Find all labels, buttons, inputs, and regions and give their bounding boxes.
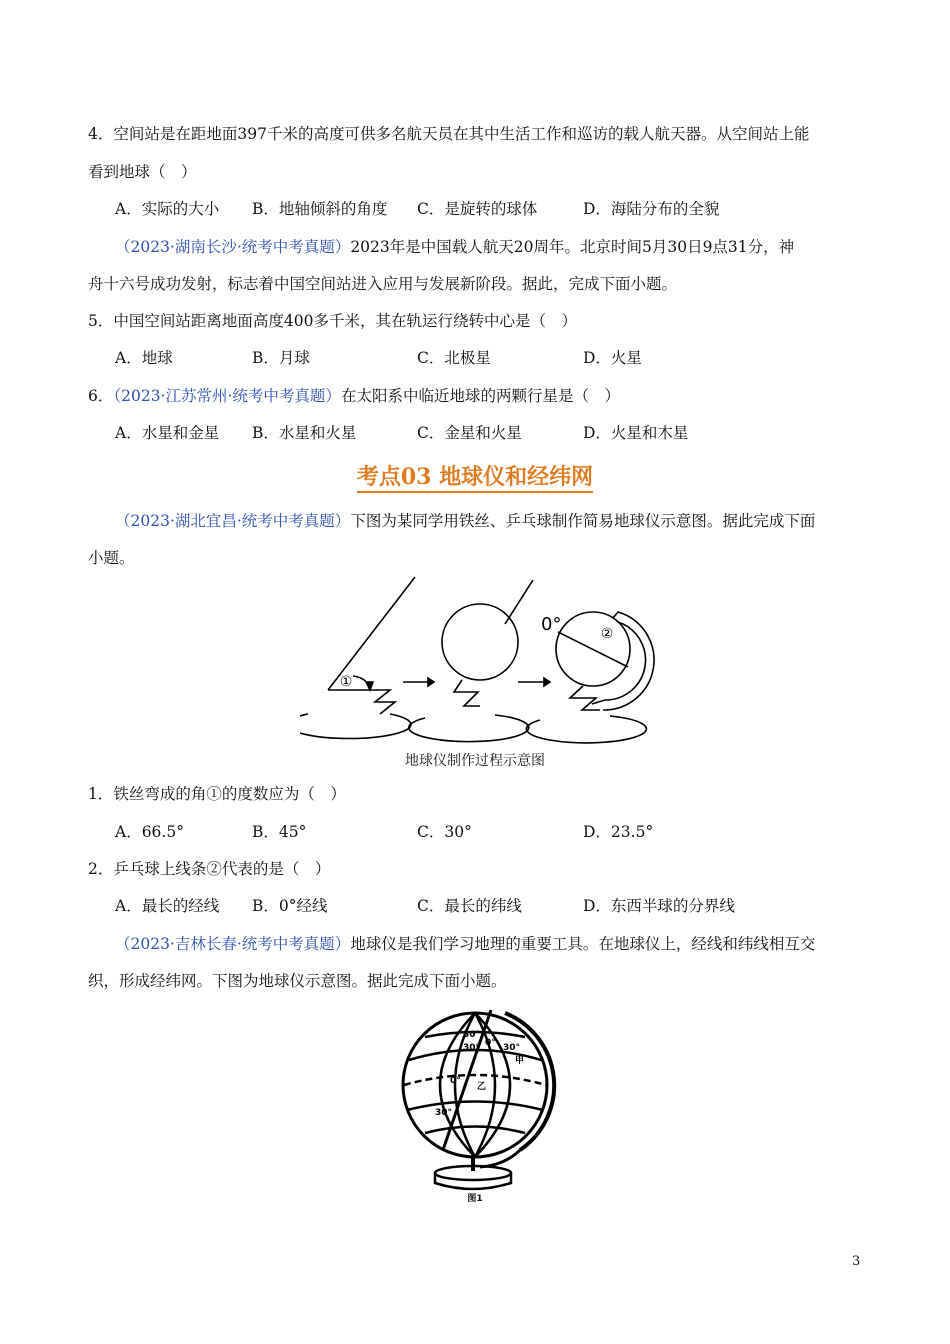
q1-option-b: B．45° (252, 823, 307, 841)
angle-arrow-icon (366, 682, 373, 690)
globe-diagram (395, 1005, 560, 1193)
q4-option-b: B．地轴倾斜的角度 (252, 200, 388, 218)
intro3-text1: 地球仪是我们学习地理的重要工具。在地球仪上，经线和纬线相互交 (350, 935, 816, 953)
q4-stem-line2: 看到地球（ ） (88, 163, 197, 181)
q1-options (115, 820, 815, 842)
globe-label-yi: 乙 (477, 1082, 487, 1092)
q5-stem: 5．中国空间站距离地面高度400多千米，其在轨运行绕转中心是（ ） (88, 312, 577, 330)
globe-label-0-top: 0° (485, 1038, 496, 1048)
base-disc-1 (300, 714, 411, 739)
q4-option-a: A．实际的大小 (115, 200, 220, 218)
q5-option-c: C．北极星 (417, 349, 491, 367)
q6-options (115, 421, 815, 443)
q1-option-a: A．66.5° (115, 823, 184, 841)
q2-option-a: A．最长的经线 (115, 897, 220, 915)
intro2-source: （2023·湖北宜昌·统考中考真题） (115, 512, 351, 530)
intro2-line2: 小题。 (88, 549, 135, 567)
q6-source: （2023·江苏常州·统考中考真题） (113, 387, 341, 405)
globe-label-30-north: 30° (463, 1030, 481, 1040)
section-heading-text: 考点03 地球仪和经纬网 (357, 464, 593, 493)
figure1-caption: 地球仪制作过程示意图 (405, 753, 545, 769)
intro3-line1 (115, 932, 815, 954)
q6-prefix: 6． (88, 387, 114, 405)
q4-stem-line1: 4．空间站是在距地面397千米的高度可供多名航天员在其中生活工作和巡访的载人航天器。从空间站上能 (88, 125, 810, 143)
wire-zigzag-1 (328, 690, 395, 714)
q5-option-d: D．火星 (583, 349, 642, 367)
q6-option-b: B．水星和火星 (252, 424, 357, 442)
q1-option-d: D．23.5° (583, 823, 654, 841)
globe-making-diagram (300, 572, 660, 744)
wire-zigzag-3 (570, 686, 600, 710)
q5-options (115, 346, 815, 368)
q2-options (115, 894, 815, 916)
q2-option-d: D．东西半球的分界线 (583, 897, 735, 915)
figure2-caption: 图1 (467, 1194, 483, 1204)
intro3-source: （2023·吉林长春·统考中考真题） (115, 935, 351, 953)
q6-option-a: A．水星和金星 (115, 424, 220, 442)
q5-option-b: B．月球 (252, 349, 310, 367)
arrow-right-icon (428, 678, 434, 686)
intro1-source: （2023·湖南长沙·统考中考真题） (115, 238, 351, 256)
base-disc-3 (526, 716, 646, 743)
q6-option-c: C．金星和火星 (417, 424, 522, 442)
ball-2 (442, 604, 518, 680)
equator-line (558, 632, 628, 667)
zero-degree-label: 0° (541, 614, 562, 635)
q6-option-d: D．火星和木星 (583, 424, 689, 442)
intro3-line2: 织，形成经纬网。下图为地球仪示意图。据此完成下面小题。 (88, 972, 507, 990)
intro1-text1: 2023年是中国载人航天20周年。北京时间5月30日9点31分，神 (350, 238, 795, 256)
intro1-line1 (115, 235, 794, 257)
q6-stem (88, 384, 620, 406)
wire-zigzag-2 (454, 680, 480, 706)
globe-label-0-equator: 0° (450, 1076, 461, 1086)
q4-options (115, 197, 815, 219)
q1-option-c: C．30° (417, 823, 472, 841)
globe-label-30-south: 30° (435, 1108, 453, 1118)
page-number: 3 (852, 1254, 861, 1269)
globe-label-30-left: 30° (463, 1043, 481, 1053)
globe-label-jia: 甲 (515, 1056, 525, 1066)
intro2-line1 (115, 509, 815, 531)
globe-label-30-right: 30° (503, 1043, 521, 1053)
intro2-text1: 下图为某同学用铁丝、乒乓球制作简易地球仪示意图。据此完成下面 (350, 512, 816, 530)
equator-dashed (404, 1075, 546, 1085)
base-disc-2 (409, 715, 529, 742)
q6-text: 在太阳系中临近地球的两颗行星是（ ） (340, 387, 620, 405)
section-heading (0, 460, 950, 491)
line-label: ② (600, 626, 614, 642)
q4-option-c: C．是旋转的球体 (417, 200, 538, 218)
q4-option-d: D．海陆分布的全貌 (583, 200, 720, 218)
q2-option-c: C．最长的纬线 (417, 897, 522, 915)
arrow-right-icon-2 (544, 678, 550, 686)
intro1-line2: 舟十六号成功发射，标志着中国空间站进入应用与发展新阶段。据此，完成下面小题。 (88, 275, 678, 293)
q2-stem: 2．乒乓球上线条②代表的是（ ） (88, 860, 331, 878)
q2-option-b: B．0°经线 (252, 897, 328, 915)
angle-label: ① (339, 674, 353, 690)
q1-stem: 1．铁丝弯成的角①的度数应为（ ） (88, 785, 346, 803)
q5-option-a: A．地球 (115, 349, 173, 367)
